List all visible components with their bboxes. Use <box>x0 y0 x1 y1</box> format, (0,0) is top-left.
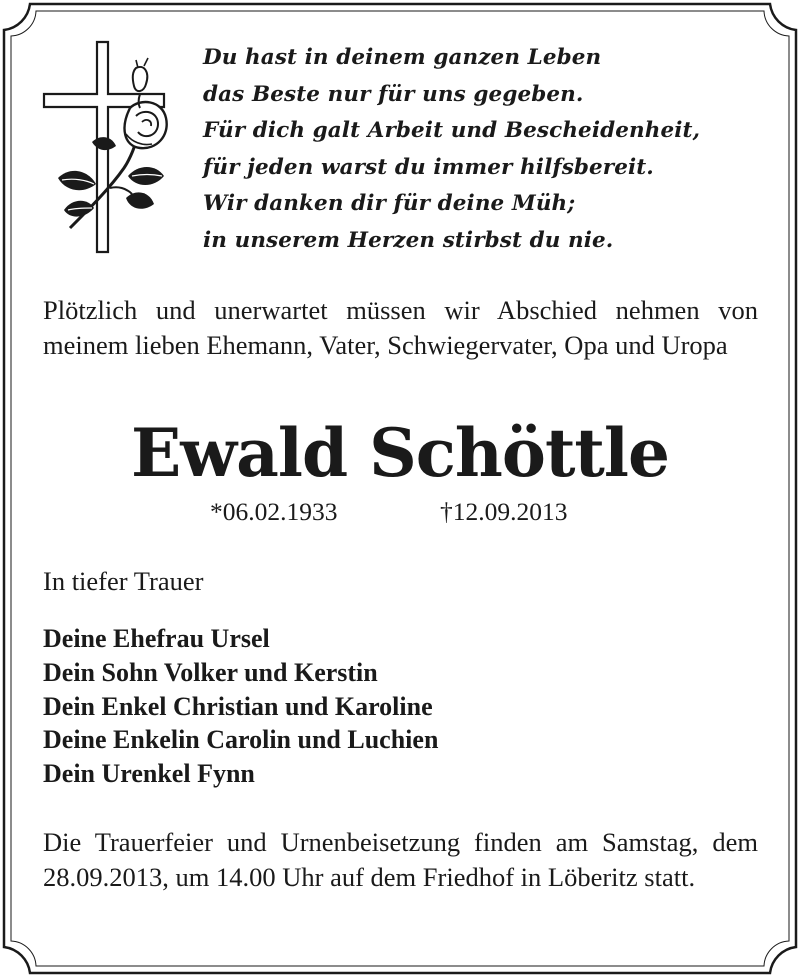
poem-line: Für dich galt Arbeit und Bescheidenheit, <box>203 118 701 144</box>
poem-line: das Beste nur für uns gegeben. <box>203 81 584 107</box>
mourners-list <box>43 622 438 791</box>
mourner-entry: Dein Sohn Volker und Kerstin <box>43 657 378 687</box>
death-date: †12.09.2013 <box>440 497 568 526</box>
mourner-entry: Dein Enkel Christian und Karoline <box>43 691 433 721</box>
mourner-entry: Dein Urenkel Fynn <box>43 759 255 789</box>
poem-line: Du hast in deinem ganzen Leben <box>203 45 602 70</box>
cross-with-rose-icon <box>40 38 172 256</box>
funeral-details: Die Trauerfeier und Urnenbeisetzung finden am Samstag, dem 28.09.2013, um 14.00 Uhr auf dem Friedhof in Löberitz statt. <box>43 827 758 892</box>
mourner-entry: Deine Enkelin Carolin und Luchien <box>43 725 439 755</box>
poem-line: für jeden warst du immer hilfsbereit. <box>203 154 654 180</box>
announcement-text: Plötzlich und unerwartet müssen wir Abschied nehmen von meinem lieben Ehemann, Vater, Schwiegervater, Opa und Uropa <box>43 295 758 360</box>
mourner-entry: Deine Ehefrau Ursel <box>43 624 270 653</box>
deceased-name: Ewald Schöttle <box>131 414 669 492</box>
poem-line: in unserem Herzen stirbst du nie. <box>203 227 614 253</box>
birth-date: *06.02.1933 <box>210 497 338 526</box>
mourning-line: In tiefer Trauer <box>43 566 204 596</box>
memorial-poem <box>203 40 783 260</box>
poem-line: Wir danken dir für deine Müh; <box>203 191 576 217</box>
